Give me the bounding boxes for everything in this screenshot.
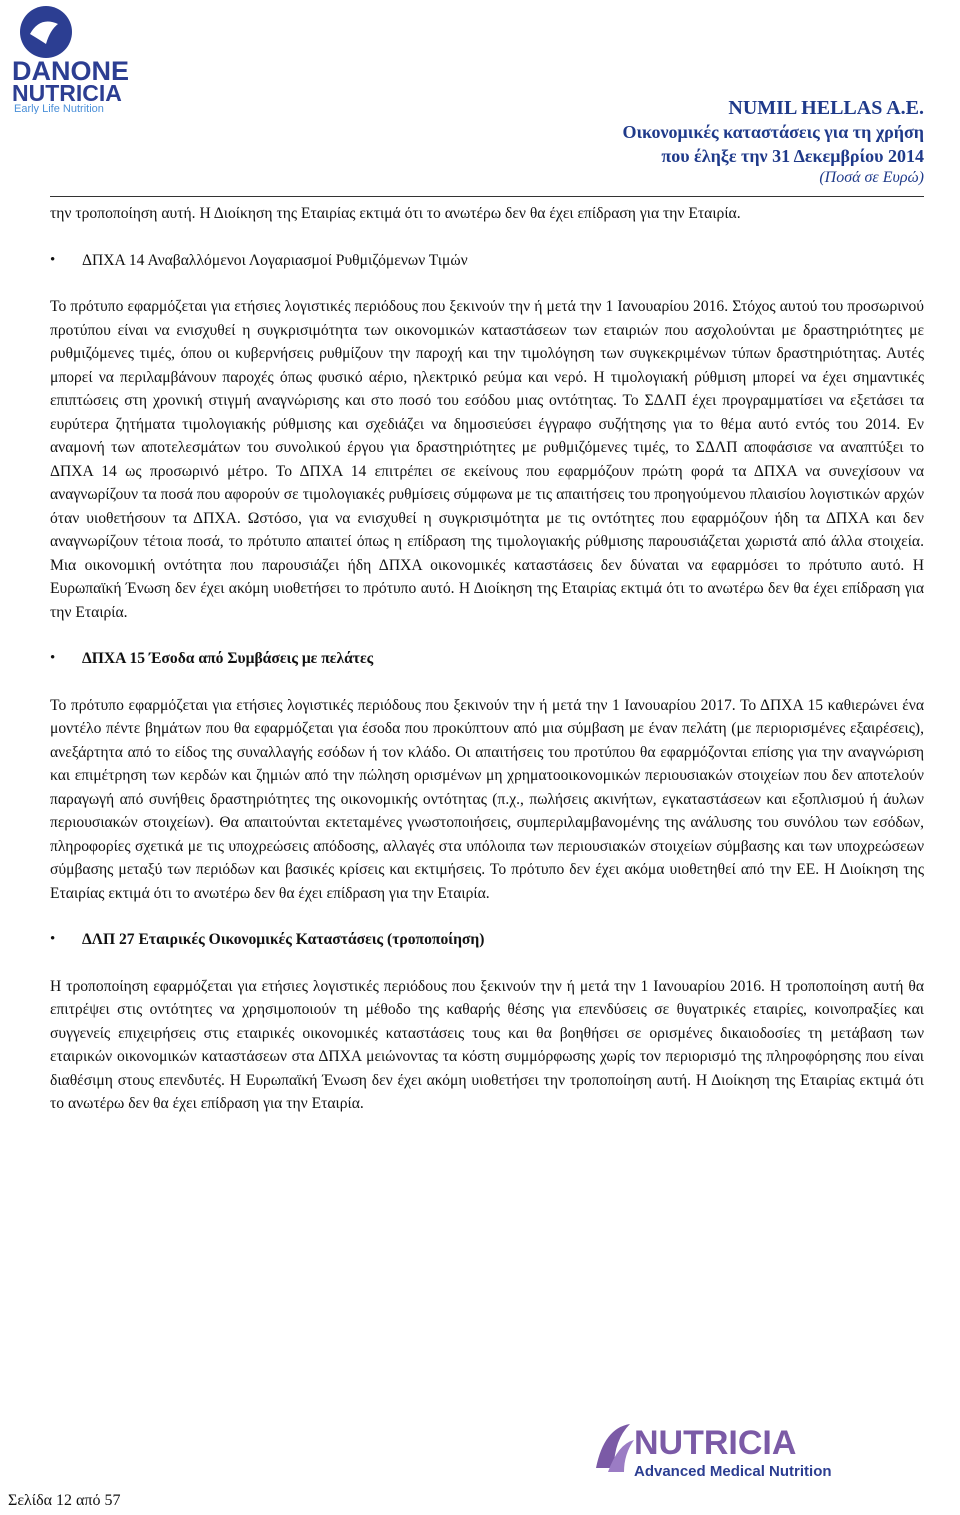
section-heading: ΔΠΧΑ 14 Αναβαλλόμενοι Λογαριασμοί Ρυθμιζόμενων Τιμών: [82, 251, 468, 269]
logo-line2: NUTRICIA: [12, 80, 122, 106]
nutricia-tagline: Advanced Medical Nutrition: [634, 1463, 832, 1480]
page-number: Σελίδα 12 από 57: [8, 1492, 121, 1509]
section-ifrs14-body: Το πρότυπο εφαρμόζεται για ετήσιες λογιστικές περιόδους που ξεκινούν την ή μετά την 1 Ιανουαρίου 2016. Στόχος αυτού του προσωρινού προτύπου είναι να ενισχυθεί η συγκρισιμότητα των οικονομικών καταστάσεων των εταιριών που ασχολούνται με δραστηριότητες με ρυθμιζόμενες τιμές, όπου οι κυβερνήσεις ρυθμίζουν την παροχή και την τιμολόγηση των συγκεκριμένων τύπων δραστηριότητας. Αυτές μπορεί να περιλαμβάνουν παροχές όπως φυσικό αέριο, ηλεκτρικό ρεύμα και νερό. Η τιμολογιακή ρύθμιση μπορεί να έχει σημαντικές επιπτώσεις στη χρονική στιγμή αναγνώρισης και στο ποσό του εσόδου μιας οντότητας. Το ΣΔΛΠ έχει προγραμματίσει να εξετάσει τα ευρύτερα ζητήματα τιμολογιακής ρύθμισης και σχεδιάζει να δημοσιεύσει έγγραφο συζήτησης για το θέμα αυτό εντός του 2014. Εν αναμονή των αποτελεσμάτων του συνολικού έργου για δραστηριότητες με ρυθμιζόμενες τιμές, το ΣΔΛΠ αποφάσισε να αναπτύξει το ΔΠΧΑ 14 ως προσωρινό μέτρο. Το ΔΠΧΑ 14 επιτρέπει σε εκείνους που εφαρμόζουν πρώτη φορά τα ΔΠΧΑ να συνεχίσουν να αναγνωρίζουν τα ποσά που αφορούν σε τιμολογιακές ρυθμίσεις σύμφωνα με τις απαιτήσεις του προηγούμενου πλαισίου λογιστικών αρχών όταν υιοθετήσουν τα ΔΠΧΑ. Ωστόσο, για να ενισχυθεί η συγκρισιμότητα με τις οντότητες που εφαρμόζουν ήδη τα ΔΠΧΑ και δεν αναγνωρίζουν τέτοια ποσά, το πρότυπο απαιτεί όπως η επίδραση της τιμολογιακής ρύθμισης παρουσιάζεται χωριστά από άλλα στοιχεία. Μια οικονομική οντότητα που παρουσιάζει ήδη ΔΠΧΑ οικονομικές καταστάσεις δεν δύναται να εφαρμόσει το πρότυπο αυτό. Η Ευρωπαϊκή Ένωση δεν έχει ακόμη υιοθετήσει το πρότυπο αυτό. Η Διοίκηση της Εταιρίας εκτιμά ότι το ανωτέρω δεν θα έχει επίδραση για την Εταιρία.: [50, 298, 924, 621]
section-ias27-heading: [50, 928, 924, 952]
bullet-icon: •: [50, 931, 56, 947]
nutricia-name: NUTRICIA: [634, 1424, 797, 1462]
bullet-icon: •: [50, 251, 56, 268]
header-divider: [50, 196, 924, 197]
section-ifrs15-heading: [50, 647, 924, 671]
section-heading: ΔΛΠ 27 Εταιρικές Οικονομικές Καταστάσεις (τροποποίηση): [82, 931, 485, 948]
section-ifrs15-body: Το πρότυπο εφαρμόζεται για ετήσιες λογιστικές περιόδους που ξεκινούν την ή μετά την 1 Ιανουαρίου 2017. Το ΔΠΧΑ 15 καθιερώνει ένα μοντέλο πέντε βημάτων που θα εφαρμόζεται για έσοδα που προκύπτουν από μια σύμβαση με έναν πελάτη (με περιορισμένες εξαιρέσεις), ανεξάρτητα από το είδος της συναλλαγής εσόδων ή τον κλάδο. Οι απαιτήσεις του προτύπου θα εφαρμόζονται επίσης για την αναγνώριση και επιμέτρηση των κερδών και ζημιών από την πώληση ορισμένων μη χρηματοοικονομικών περιουσιακών στοιχείων που δεν αποτελούν παραγωγή από συνήθεις δραστηριότητες της οικονομικής οντότητας (π.χ., πωλήσεις ακινήτων, εγκαταστάσεων και εξοπλισμού ή άυλων περιουσιακών στοιχείων). Θα απαιτούνται εκτεταμένες γνωστοποιήσεις, συμπεριλαμβανομένης της ανάλυσης του συνόλου των εσόδων, πληροφορίες σχετικά με τις υποχρεώσεις απόδοσης, αλλαγές στα υπόλοιπα των περιουσιακών στοιχείων σύμβασης και των υποχρεώσεων σύμβασης μεταξύ των περιόδων και βασικές κρίσεις και εκτιμήσεις. Το πρότυπο δεν έχει ακόμα υιοθετηθεί από την ΕΕ. Η Διοίκηση της Εταιρίας εκτιμά ότι το ανωτέρω δεν θα έχει επίδραση για την Εταιρία.: [50, 696, 924, 902]
amounts-note: (Ποσά σε Ευρώ): [819, 169, 924, 186]
report-title-line2: που έληξε την 31 Δεκεμβρίου 2014: [661, 146, 924, 166]
bullet-icon: •: [50, 650, 56, 666]
report-title-line1: Οικονομικές καταστάσεις για τη χρήση: [622, 122, 924, 142]
logo-line1: DANONE: [12, 56, 130, 86]
intro-paragraph: την τροποποίηση αυτή. Η Διοίκηση της Εταιρίας εκτιμά ότι το ανωτέρω δεν θα έχει επίδραση για την Εταιρία.: [50, 205, 741, 222]
danone-nutricia-logo: [6, 4, 176, 114]
section-ias27-body: Η τροποποίηση εφαρμόζεται για ετήσιες λογιστικές περιόδους που ξεκινούν την ή μετά την 1 Ιανουαρίου 2016. Η τροποποίηση αυτή θα επιτρέψει στις οντότητες να χρησιμοποιούν τη μέθοδο της καθαρής θέσης για επενδύσεις σε θυγατρικές εταιρίες, κοινοπραξίες και συγγενείς επιχειρήσεις στις εταιρικές οικονομικές καταστάσεις τους και θα βοηθήσει σε ορισμένες δικαιοδοσίες τη μετάβαση των εταιρικών οικονομικών καταστάσεων στα ΔΠΧΑ μειώνοντας τα κόστη συμμόρφωσης χωρίς τον περιορισμό της πληροφόρησης που είναι διαθέσιμη στους επενδυτές. Η Ευρωπαϊκή Ένωση δεν έχει ακόμη υιοθετήσει την τροποποίηση αυτή. Η Διοίκηση της Εταιρίας εκτιμά ότι το ανωτέρω δεν θα έχει επίδραση για την Εταιρία.: [50, 977, 924, 1112]
logo-tagline: Early Life Nutrition: [14, 103, 104, 114]
company-name: NUMIL HELLAS A.E.: [728, 97, 924, 119]
nutricia-logo: [590, 1418, 835, 1486]
report-header: [364, 96, 924, 188]
section-heading: ΔΠΧΑ 15 Έσοδα από Συμβάσεις με πελάτες: [82, 650, 374, 667]
page-content: [50, 202, 924, 1116]
section-ifrs14-heading: [50, 249, 924, 273]
